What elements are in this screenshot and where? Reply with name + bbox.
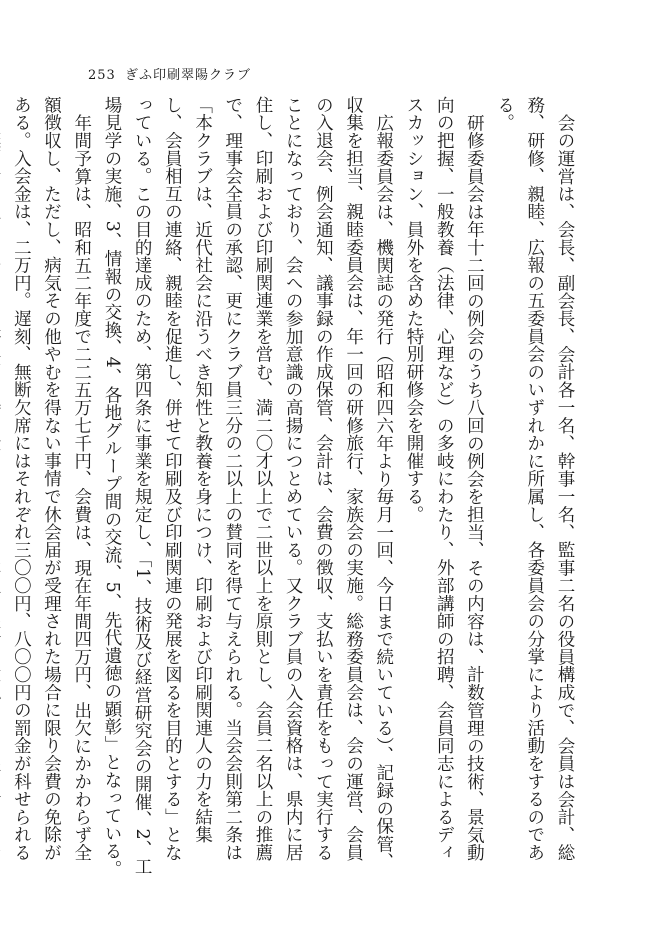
page-number: 253 xyxy=(88,68,116,83)
paragraph-budget-and-fees: 年間予算は、昭和五二年度で二二五万七千円、会費は、現在年間四万円、出欠にかかわらず全額徴収し、ただし、病気その他やむを得ない事情で休会届が受理された場合に限り会費の免除がある。入会金は、二万円。遅刻、無断欠席にはそれぞれ三〇〇円、八〇〇円の罰金が科せられる xyxy=(11,96,92,862)
running-header xyxy=(88,64,251,83)
running-title: ぎふ印刷翠陽クラブ xyxy=(124,68,251,83)
vertical-body-text xyxy=(11,96,580,878)
paragraph-officers: 会の運営は、会長、副会長、会計各一名、幹事一名、監事二名の役員構成で、会員は会計、総務、研修、親睦、広報の五委員会のいずれかに所属し、各委員会の分掌により活動をするのである。 xyxy=(494,96,575,862)
paragraph-committees-and-rules: 広報委員会は、機関誌の発行（昭和四六年より毎月一回、今日まで続いている）、記録の保管、収集を担当、親睦委員会は、年一回の研修旅行、家族会の実施。総務委員会は、会の運営、会員の入退会、例会通知、議事録の作成保管、会計は、会費の徴収、支払いを責任をもって実行することになっており、会への参加意識の高揚につとめている。又クラブ員の入会資格は、県内に居住し、印刷および印刷関連業を営む、満二〇才以上で二世以上を原則とし、会員二名以上の推薦で、理事会全員の承認、更にクラブ員三分の二以上の賛同を得て与えられる。当会会則第二条は「本クラブは、近代社会に沿うべき知性と教養を身につけ、印刷および印刷関連人の力を結集し、会員相互の連絡、親睦を促進し、併せて印刷及び印刷関連の発展を図るを目的とする」となっている。この目的達成のため、第四条に事業を規定し、「1、技術及び経営研究会の開催、2、工場見学の実施、3、情報の交換、4、各地グループ間の交流、5、先代遺徳の顕彰」となっている。 xyxy=(101,96,394,878)
paragraph-training-committee: 研修委員会は年十二回の例会のうち八回の例会を担当、その内容は、計数管理の技術、景気動向の把握、一般教養（法律、心理など）の多岐にわたり、外部講師の招聘、会員同志によるディスカッション、員外を含めた特別研修会を開催する。 xyxy=(403,96,485,862)
